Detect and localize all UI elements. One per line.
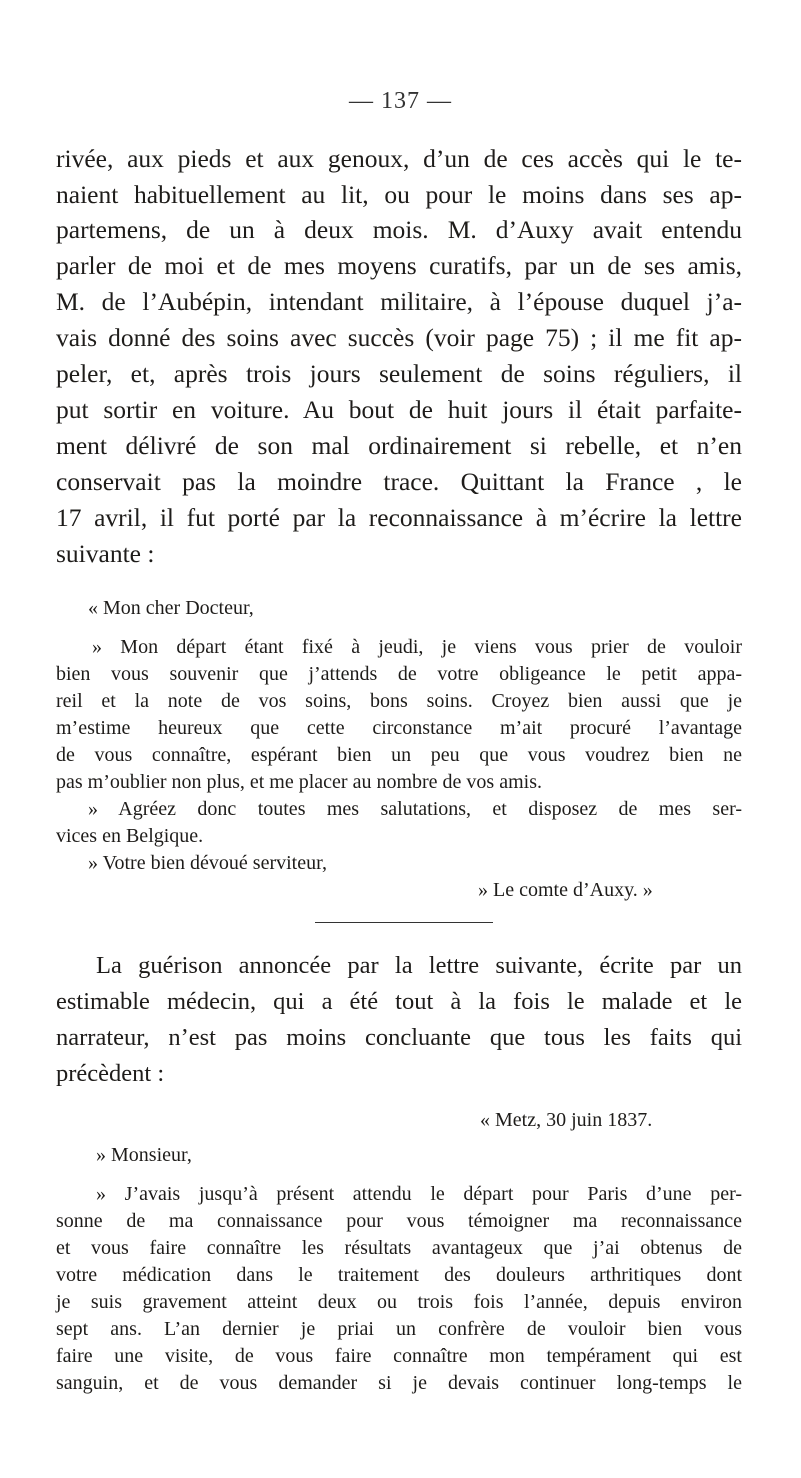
text-line: peler, et, après trois jours seulement de soins réguliers, il	[56, 359, 742, 388]
text-line: put sortir en voiture. Au bout de huit jours il était parfaite-	[56, 395, 742, 424]
text-line: » Agréez donc toutes mes salutations, et disposez de mes ser-	[88, 798, 742, 820]
text-line: » Votre bien dévoué serviteur,	[88, 852, 327, 874]
text-line: narrateur, n’est pas moins concluante que tous les faits qui	[56, 1024, 742, 1051]
text-line: parler de moi et de mes moyens curatifs, par un de ses amis,	[56, 251, 742, 280]
text-line: 17 avril, il fut porté par la reconnaissance à m’écrire la lettre	[56, 503, 742, 532]
letter-signature: » Le comte d’Auxy. »	[478, 879, 653, 901]
letter-dateline: « Metz, 30 juin 1837.	[480, 1109, 653, 1131]
text-line: je suis gravement atteint deux ou trois fois l’année, depuis environ	[56, 1291, 742, 1313]
text-line: » J’avais jusqu’à présent attendu le départ pour Paris d’une per-	[96, 1183, 742, 1205]
text-line: et vous faire connaître les résultats avantageux que j’ai obtenus de	[56, 1237, 742, 1259]
text-line: sept ans. L’an dernier je priai un confrère de vouloir bien vous	[56, 1318, 742, 1340]
text-line: naient habituellement au lit, ou pour le moins dans ses ap-	[56, 180, 742, 209]
text-line: m’estime heureux que cette circonstance m’ait procuré l’avantage	[56, 717, 742, 739]
text-line: vices en Belgique.	[56, 825, 204, 847]
text-line: faire une visite, de vous faire connaître mon tempérament qui est	[56, 1345, 742, 1367]
page-number: — 137 —	[349, 88, 452, 114]
section-divider	[315, 922, 493, 923]
text-line: de vous connaître, espérant bien un peu que vous voudrez bien ne	[56, 744, 742, 766]
text-line: suivante :	[56, 539, 155, 568]
text-line: partemens, de un à deux mois. M. d’Auxy avait entendu	[56, 215, 742, 244]
text-line: M. de l’Aubépin, intendant militaire, à l’épouse duquel j’a-	[56, 287, 742, 316]
text-line: précèdent :	[56, 1060, 165, 1087]
letter-salutation: » Monsieur,	[96, 1144, 192, 1166]
text-line: bien vous souvenir que j’attends de votre obligeance le petit appa-	[56, 663, 742, 685]
text-line: estimable médecin, qui a été tout à la fois le malade et le	[56, 988, 742, 1015]
text-line: sonne de ma connaissance pour vous témoigner ma reconnaissance	[56, 1210, 742, 1232]
text-line: reil et la note de vos soins, bons soins. Croyez bien aussi que je	[56, 690, 742, 712]
text-line: pas m’oublier non plus, et me placer au nombre de vos amis.	[56, 771, 542, 793]
letter-salutation: « Mon cher Docteur,	[88, 597, 254, 619]
text-line: La guérison annoncée par la lettre suivante, écrite par un	[96, 952, 742, 979]
text-line: ment délivré de son mal ordinairement si rebelle, et n’en	[56, 431, 742, 460]
text-line: votre médication dans le traitement des douleurs arthritiques dont	[56, 1264, 742, 1286]
text-line: conservait pas la moindre trace. Quittant la France , le	[56, 467, 742, 496]
text-line: » Mon départ étant fixé à jeudi, je viens vous prier de vouloir	[92, 636, 742, 658]
text-line: sanguin, et de vous demander si je devais continuer long-temps le	[56, 1372, 742, 1394]
text-line: rivée, aux pieds et aux genoux, d’un de ces accès qui le te-	[56, 144, 742, 173]
text-line: vais donné des soins avec succès (voir page 75) ; il me fit ap-	[56, 323, 742, 352]
